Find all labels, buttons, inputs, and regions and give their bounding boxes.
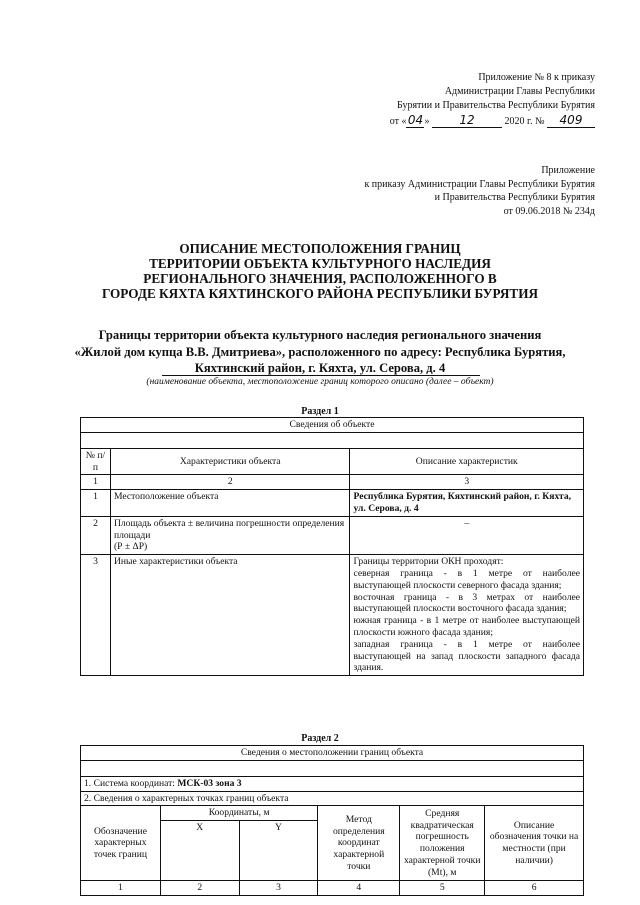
row3-desc-line: южная граница - в 1 метре от наиболее выступающей плоскости южного фасада здания; bbox=[353, 615, 580, 638]
table-row bbox=[81, 516, 584, 554]
s2-col-number-5: 5 bbox=[400, 881, 485, 896]
order-number: 409 bbox=[547, 113, 595, 128]
header-coords: Координаты, м bbox=[160, 806, 318, 821]
s2-col-number-1: 1 bbox=[81, 881, 161, 896]
row3-desc-line: западная граница - в 1 метре от наиболее выступающей на запад плоскости западного фасада здания. bbox=[353, 638, 580, 674]
row3-desc-line: восточная граница - в 3 метрах от наиболее выступающей плоскости восточного фасада здания; bbox=[353, 591, 580, 615]
coord-system-label: 1. Система координат: bbox=[84, 777, 175, 789]
coord-system-value: МСК-03 зона 3 bbox=[177, 777, 242, 789]
appendix-8-header bbox=[295, 71, 595, 129]
s2-col-number-2: 2 bbox=[160, 881, 239, 896]
section1-heading: Раздел 1 bbox=[301, 406, 339, 417]
date-day: 04 bbox=[407, 113, 424, 127]
row2-name: Площадь объекта ± величина погрешности определения площади bbox=[113, 517, 345, 541]
header-y: Y bbox=[239, 821, 318, 881]
appendix-8-line2: Администрации Главы Республики bbox=[444, 86, 595, 97]
coord-system-row bbox=[81, 776, 584, 791]
row3-name: Иные характеристики объекта bbox=[110, 555, 350, 676]
title-line4: ГОРОДЕ КЯХТА КЯХТИНСКОГО РАЙОНА РЕСПУБЛИКИ БУРЯТИЯ bbox=[101, 286, 538, 301]
row3-desc-line: Границы территории ОКН проходят: bbox=[353, 556, 504, 568]
header-characteristic: Характеристики объекта bbox=[110, 448, 350, 475]
title-line3: РЕГИОНАЛЬНОГО ЗНАЧЕНИЯ, РАСПОЛОЖЕННОГО В bbox=[143, 271, 497, 286]
row1-name: Местоположение объекта bbox=[110, 490, 350, 517]
header-x: X bbox=[160, 821, 239, 881]
row2-number: 2 bbox=[81, 516, 111, 554]
header-description: Описание характеристик bbox=[350, 448, 584, 475]
s2-col-number-4: 4 bbox=[318, 881, 400, 896]
subtitle-underline bbox=[162, 375, 480, 376]
appendix-ref-line1: Приложение bbox=[541, 165, 595, 176]
appendix-ref-line2: к приказу Администрации Главы Республики Бурятия bbox=[364, 178, 595, 190]
row1-desc: Республика Бурятия, Кяхтинский район, г. Кяхта, ул. Серова, д. 4 bbox=[350, 490, 584, 517]
title-line1: ОПИСАНИЕ МЕСТОПОЛОЖЕНИЯ ГРАНИЦ bbox=[179, 241, 461, 256]
header-error: Средняя квадратическая погрешность положения характерной точки (Мt), м bbox=[400, 806, 485, 881]
table-row bbox=[81, 555, 584, 676]
row2-name-formula: (Р ± ΔР) bbox=[113, 541, 148, 553]
table-row bbox=[81, 490, 584, 517]
col-number-2: 2 bbox=[110, 475, 350, 490]
col-number-1: 1 bbox=[81, 475, 111, 490]
row3-number: 3 bbox=[81, 555, 111, 676]
row2-name-cell bbox=[110, 516, 350, 554]
subtitle-line2: «Жилой дом купца В.В. Дмитриева», расположенного по адресу: Республика Бурятия, bbox=[74, 344, 566, 359]
title-line2: ТЕРРИТОРИИ ОБЪЕКТА КУЛЬТУРНОГО НАСЛЕДИЯ bbox=[149, 256, 491, 271]
row3-desc bbox=[350, 555, 584, 676]
section1-spacer-row bbox=[81, 432, 584, 448]
document-title bbox=[60, 241, 580, 301]
date-month: 12 bbox=[432, 113, 502, 128]
subtitle-line3: Кяхтинский район, г. Кяхта, ул. Серова, д. 4 bbox=[194, 361, 446, 375]
section1-table bbox=[80, 417, 584, 676]
date-year: 2020 г. № bbox=[504, 116, 545, 127]
appendix-ref-line4: от 09.06.2018 № 234д bbox=[503, 205, 595, 217]
appendix-8-date-line bbox=[295, 113, 595, 129]
appendix-ref-line3: и Правительства Республики Бурятия bbox=[434, 192, 595, 203]
appendix-8-line3: Бурятии и Правительства Республики Бурятия bbox=[396, 100, 595, 111]
header-designation: Обозначение характерных точек границ bbox=[81, 806, 161, 881]
col-number-3: 3 bbox=[350, 475, 584, 490]
section2-table bbox=[80, 745, 584, 896]
header-point-description: Описание обозначения точки на местности (при наличии) bbox=[485, 806, 584, 881]
subtitle-note: (наименование объекта, местоположение границ которого описано (далее – объект) bbox=[146, 377, 494, 387]
section2-heading: Раздел 2 bbox=[301, 733, 339, 744]
points-label: 2. Сведения о характерных точках границ объекта bbox=[81, 791, 584, 806]
section2-spacer-row bbox=[81, 760, 584, 776]
row1-number: 1 bbox=[81, 490, 111, 517]
object-subtitle bbox=[70, 327, 570, 377]
date-sep: » bbox=[424, 116, 430, 127]
appendix-8-line1: Приложение № 8 к приказу bbox=[478, 72, 595, 83]
header-number: № п/п bbox=[81, 448, 111, 475]
row2-desc: – bbox=[350, 516, 584, 554]
s2-col-number-6: 6 bbox=[485, 881, 584, 896]
section1-table-title: Сведения об объекте bbox=[81, 418, 584, 433]
header-method: Метод определения координат характерной точки bbox=[318, 806, 400, 881]
row3-desc-line: северная граница - в 1 метре от наиболее выступающей плоскости северного фасада здания; bbox=[353, 567, 580, 591]
appendix-ref-header bbox=[275, 164, 595, 218]
section2-table-title: Сведения о местоположении границ объекта bbox=[81, 746, 584, 761]
subtitle-line1: Границы территории объекта культурного наследия регионального значения bbox=[98, 328, 542, 342]
date-prefix: от « bbox=[389, 116, 407, 127]
s2-col-number-3: 3 bbox=[239, 881, 318, 896]
